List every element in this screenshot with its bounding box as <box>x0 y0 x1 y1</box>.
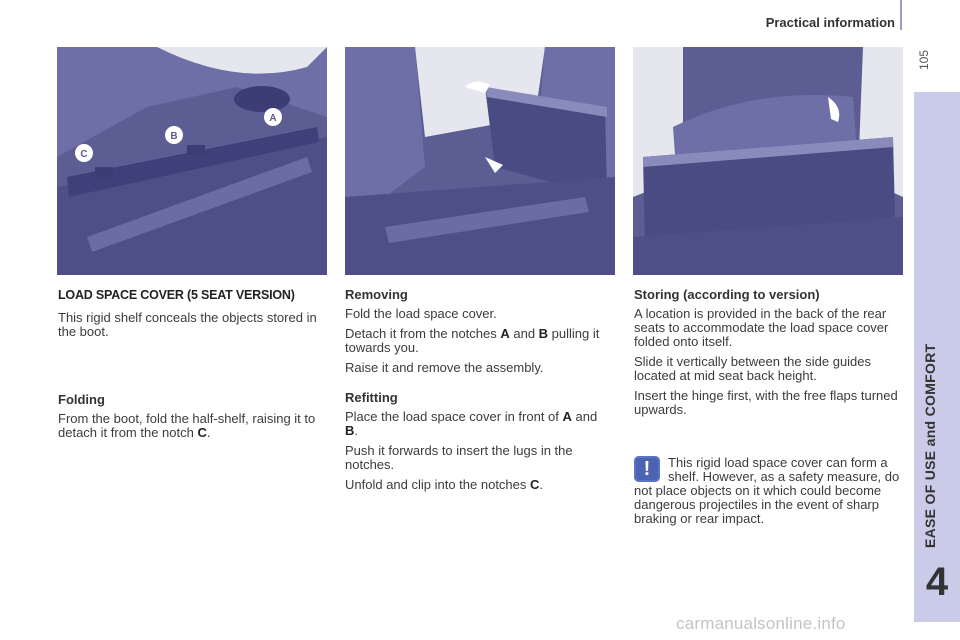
chapter-label: EASE OF USE and COMFORT <box>922 343 938 548</box>
chapter-number: 4 <box>925 560 949 604</box>
removing-step-1: Fold the load space cover. <box>345 306 497 321</box>
refitting-step-3: Unfold and clip into the notches C. <box>345 477 544 492</box>
refitting-step-1: Place the load space cover in front of A and B. <box>345 409 598 438</box>
removing-illustration <box>345 47 615 275</box>
photo-folding <box>57 47 327 275</box>
storing-heading: Storing (according to version) <box>634 287 820 302</box>
storing-step-2: Slide it vertically between the side guides located at mid seat back height. <box>634 354 872 383</box>
refitting-step-2: Push it forwards to insert the lugs in the notches. <box>345 443 573 472</box>
page-number: 105 <box>917 49 931 70</box>
folding-text: From the boot, fold the half-shelf, raising it to detach it from the notch C. <box>58 411 316 440</box>
folding-heading: Folding <box>58 392 105 407</box>
removing-heading: Removing <box>345 287 408 302</box>
watermark: carmanualsonline.info <box>676 614 846 633</box>
storing-step-1: A location is provided in the back of the rear seats to accommodate the load space cover folded onto itself. <box>634 306 889 349</box>
section-title: LOAD SPACE COVER (5 SEAT VERSION) <box>58 288 295 302</box>
photo-storing <box>633 47 903 275</box>
storing-illustration <box>633 47 903 275</box>
photo-removing <box>345 47 615 275</box>
folding-illustration <box>57 47 327 275</box>
column-folding <box>58 288 328 446</box>
storing-step-3: Insert the hinge first, with the free flaps turned upwards. <box>634 388 898 417</box>
column-storing <box>634 288 906 423</box>
callout-b-label: B <box>170 131 178 142</box>
callout-c-label: C <box>80 149 88 160</box>
warning-note <box>634 456 906 526</box>
callout-a-label: A <box>269 113 277 124</box>
removing-step-3: Raise it and remove the assembly. <box>345 360 544 375</box>
warning-icon: ! <box>634 456 660 482</box>
refitting-heading: Refitting <box>345 390 398 405</box>
header-rule <box>900 0 902 30</box>
warning-text: This rigid load space cover can form a shelf. However, as a safety measure, do not place objects on it which could become dangerous projectiles in the event of sharp braking or rear impact. <box>634 455 900 526</box>
header-title: Practical information <box>765 15 895 30</box>
intro-text: This rigid shelf conceals the objects stored in the boot. <box>58 310 317 339</box>
removing-step-2: Detach it from the notches A and B pulling it towards you. <box>345 326 600 355</box>
column-removing <box>345 288 607 498</box>
